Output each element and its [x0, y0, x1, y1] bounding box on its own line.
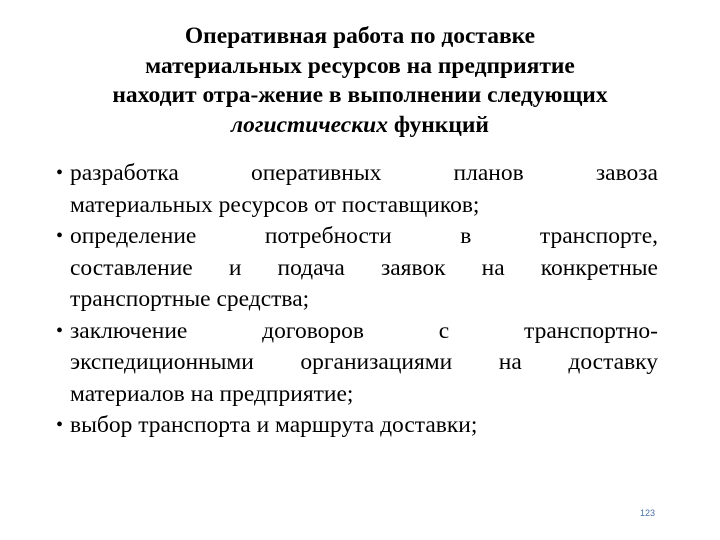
bullet-text-line: выбор транспорта и маршрута доставки;: [70, 412, 478, 438]
slide-title: [40, 22, 680, 140]
list-item: [58, 316, 658, 411]
bullet-text-line: определение потребности в транспорте,: [70, 223, 658, 249]
bullet-marker: •: [56, 414, 64, 436]
bullet-text-line: транспортные средства;: [70, 286, 310, 312]
title-italic-word: логистических: [231, 111, 388, 138]
bullet-list: [58, 158, 658, 442]
list-item: [58, 410, 658, 442]
bullet-text-line: разработка оперативных планов завоза: [70, 160, 658, 186]
page-number: 123: [640, 508, 656, 518]
bullet-text-line: заключение договоров с транспортно-: [70, 317, 658, 344]
title-line-3: находит отра-жение в выполнении следующих: [112, 82, 608, 108]
bullet-text-line: материалов на предприятие;: [70, 380, 354, 407]
title-line-4: [40, 111, 680, 141]
bullet-text-line: материальных ресурсов от поставщиков;: [70, 191, 480, 218]
bullet-marker: •: [56, 162, 64, 184]
list-item: [58, 221, 658, 316]
title-line-4-rest: функций: [387, 111, 489, 138]
bullet-text-line: экспедиционными организациями на доставку: [70, 349, 658, 375]
bullet-marker: •: [56, 225, 64, 247]
bullet-marker: •: [56, 319, 64, 342]
bullet-text-line: составление и подача заявок на конкретные: [70, 254, 658, 281]
list-item: [58, 158, 658, 221]
title-line-2: материальных ресурсов на предприятие: [145, 52, 575, 79]
title-line-1: Оперативная работа по доставке: [184, 23, 536, 49]
